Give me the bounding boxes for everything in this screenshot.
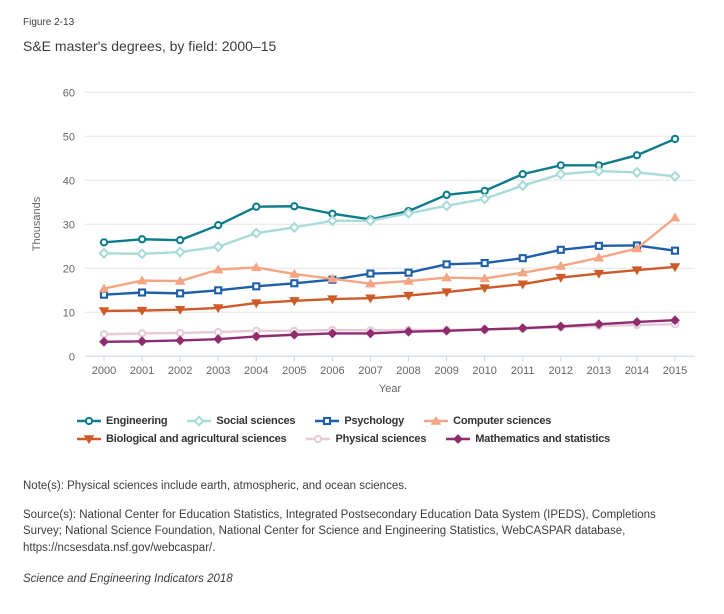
source-text: Source(s): National Center for Education Statistics, Integrated Postsecondary Education Data System (IPEDS), Completions Survey; National Science Foundation, National Center for Science and Engineering Statistics, WebCASPAR database, https://ncsesdata.nsf.gov/webcaspar/. [23,508,656,554]
series-computer-sciences [100,214,680,292]
x-axis-tick-label: 2002 [167,365,193,377]
legend-item-computer-sciences[interactable] [424,413,551,429]
x-axis-tick-label: 2008 [396,365,421,377]
legend-item-engineering[interactable] [77,413,167,429]
mathematics-and-statistics-legend-marker-icon [446,433,470,445]
legend-item-biological-and-agricultural-sciences[interactable] [77,431,286,447]
engineering-legend-marker-icon [77,415,101,427]
x-axis-tick-label: 2004 [244,365,269,377]
x-axis-tick-label: 2012 [548,365,574,377]
notes-block [23,478,668,556]
x-axis-tick-label: 2006 [320,365,345,377]
legend-item-psychology[interactable] [315,413,404,429]
attribution-text: Science and Engineering Indicators 2018 [23,573,233,585]
y-axis-tick-label: 40 [62,175,75,188]
legend-label: Computer sciences [453,415,552,427]
computer-sciences-legend-marker-icon [424,415,448,427]
y-axis-tick-label: 30 [62,219,75,232]
y-axis-tick-label: 60 [62,87,75,100]
legend-label: Physical sciences [335,433,427,445]
x-axis-title: Year [378,383,402,395]
figure-number-label: Figure 2-13 [23,17,75,28]
x-axis-tick-label: 2001 [129,365,155,377]
y-axis-tick-label: 10 [62,307,75,320]
x-axis-tick-label: 2000 [91,365,117,377]
legend-label: Mathematics and statistics [475,433,611,445]
y-axis-title: Thousands [31,196,43,252]
series-biological-and-agricultural-sciences [100,264,680,315]
x-axis-tick-label: 2009 [434,365,459,377]
line-chart [0,85,724,407]
x-axis-tick-label: 2007 [358,365,383,377]
x-axis-tick-label: 2003 [205,365,231,377]
chart-legend [77,413,657,447]
legend-item-social-sciences[interactable] [187,413,295,429]
legend-label: Psychology [344,415,405,427]
x-axis-tick-label: 2015 [662,365,688,377]
psychology-legend-marker-icon [315,415,339,427]
legend-label: Biological and agricultural sciences [106,433,287,445]
legend-item-mathematics-and-statistics[interactable] [446,431,610,447]
note-text: Note(s): Physical sciences include earth, atmospheric, and ocean sciences. [23,480,408,492]
x-axis-tick-label: 2010 [472,365,497,377]
x-axis-tick-label: 2013 [586,365,612,377]
legend-item-physical-sciences[interactable] [306,431,426,447]
x-axis-tick-label: 2014 [624,365,650,377]
line-chart-canvas [0,85,724,407]
legend-label: Social sciences [216,415,296,427]
x-axis-tick-label: 2011 [510,365,535,377]
physical-sciences-legend-marker-icon [306,433,330,445]
legend-label: Engineering [106,415,168,427]
social-sciences-legend-marker-icon [187,415,211,427]
figure-title: S&E master's degrees, by field: 2000–15 [23,38,277,54]
y-axis-tick-label: 20 [62,263,75,276]
biological-and-agricultural-sciences-legend-marker-icon [77,433,101,445]
y-axis-tick-label: 0 [68,351,75,364]
series-engineering [101,136,678,246]
y-axis-tick-label: 50 [62,131,75,144]
x-axis-tick-label: 2005 [282,365,307,377]
